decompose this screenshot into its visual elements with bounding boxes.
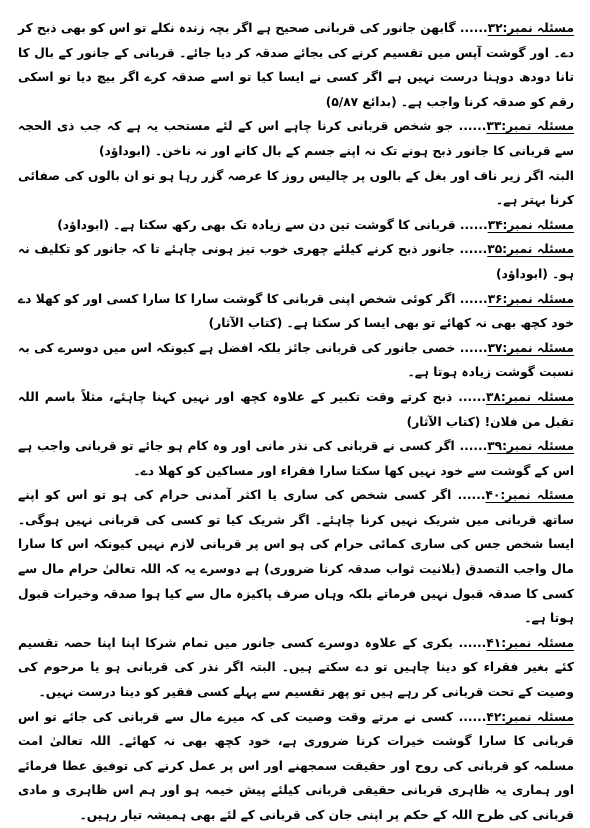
note-paragraph (18, 164, 574, 213)
masala-text: جانور ذبح کرنے کیلئے چھری خوب تیز ہونی چاہئے تا کہ جانور کو تکلیف نہ ہو۔ (ابوداؤد) (18, 242, 574, 281)
masala-text: خصی جانور کی قربانی جائز بلکہ افضل ہے کیونکہ اس میں دوسرے کی بہ نسبت گوشت زیادہ ہوتا ہے۔ (18, 340, 574, 380)
leader-dots: ...... (459, 21, 488, 35)
masala-text: ذبح کرتے وقت تکبیر کے علاوہ کچھ اور نہیں کہنا چاہئے، مثلاً باسم اللہ تقبل من فلان! (کتاب الآثار) (18, 389, 574, 429)
leader-dots: ...... (459, 291, 488, 306)
masala-label: مسئلہ نمبر:۳۹ (487, 439, 575, 454)
masala-label: مسئلہ نمبر:۳۶ (487, 291, 574, 306)
leader-dots: ...... (459, 439, 488, 454)
masala-40 (18, 483, 574, 631)
masala-text: کسی نے مرتے وقت وصیت کی کہ میرے مال سے قربانی کی جائے تو اس قربانی کا سارا گوشت خیرات کرنا ضروری ہے، خود کچھ بھی نہ کھائے۔ اللہ تعالیٰ امت مسلمہ کو قربانی کی روح اور حقیقت سمجھنے اور اس پر عمل کرنے کی توفیق عطا فرمائے اور ہماری یہ ظاہری قربانی حقیقی قربانی کیلئے پیش خیمہ ہو اور ہم اس ظاہری و مادی قربانی کی طرح اللہ کے حکم پر اپنی جان کی قربانی کے لئے بھی ہمیشہ تیار رہیں۔ (18, 709, 574, 822)
leader-dots: ...... (458, 709, 487, 724)
masala-34 (18, 213, 574, 238)
masala-label: مسئلہ نمبر:۳۵ (487, 242, 575, 257)
masala-text: اگر کسی نے قربانی کی نذر مانی اور وہ کام ہو جائے تو قربانی واجب ہے اس کے گوشت سے خود نہیں کھا سکتا سارا فقراء اور مساکین کو کھلا دے۔ (18, 439, 574, 478)
masala-text: بکری کے علاوہ دوسرے کسی جانور میں تمام شرکا اپنا اپنا حصہ تقسیم کئے بغیر فقراء کو دینا چاہیں تو دے سکتے ہیں۔ البتہ اگر نذر کی قربانی ہو یا مرحوم کی وصیت کے تحت قربانی کر رہے ہیں تو پھر تقسیم سے پہلے کسی فقیر کو دینا درست نہیں۔ (18, 635, 574, 700)
masala-label: مسئلہ نمبر:۴۲ (486, 709, 574, 724)
masala-42 (18, 705, 574, 828)
leader-dots: ...... (457, 488, 486, 503)
masala-41 (18, 631, 574, 705)
masala-text: گابھن جانور کی قربانی صحیح ہے اگر بچہ زندہ نکلے تو اس کو بھی ذبح کر دے۔ اور گوشت آپس میں تقسیم کرنے کی بجائے صدقہ کر دیا جائے۔ قربانی کے جانور کے بال کا تانا دودھ دوہنا درست نہیں ہے اگر کسی نے ایسا کیا تو اسے صدقہ کرے اگر بیچ دیا تو اسکی رقم کو صدقہ کرنا واجب ہے۔ (بدائع ۵/۸۷) (18, 21, 574, 109)
leader-dots: ...... (458, 119, 487, 134)
masala-text: قربانی کا گوشت تین دن سے زیادہ تک بھی رکھ سکتا ہے۔ (ابوداؤد) (57, 217, 456, 232)
leader-dots: ...... (459, 242, 488, 257)
masala-33 (18, 114, 574, 163)
masala-label: مسئلہ نمبر:۳۷ (487, 340, 574, 355)
masala-text: اگر کسی شخص کی ساری یا اکثر آمدنی حرام کی ہو تو اس کو اپنے ساتھ قربانی میں شریک نہیں کرنا چاہئے۔ اگر شریک کیا تو کسی کی قربانی نہیں ہوگی۔ ایسا شخص جس کی ساری کمائی حرام کی ہو اس پر قربانی لازم نہیں کیونکہ اس کا سارا مال واجب التصدق (بلانیت ثواب صدقہ کرنا ضروری) ہے دوسرے یہ کہ اللہ تعالیٰ حرام مال سے کسی کا صدقہ قبول نہیں فرماتے بلکہ وہاں صرف پاکیزہ مال سے کیا ہوا صدقہ وخیرات قبول ہوتا ہے۔ (18, 488, 574, 626)
masala-label: مسئلہ نمبر:۳۳ (486, 119, 574, 134)
masala-label: مسئلہ نمبر:۳۲ (487, 21, 574, 35)
masala-39 (18, 434, 574, 483)
note-text: البتہ اگر زیر ناف اور بغل کے بالوں پر چالیس روز کا عرصہ گزر رہا ہو تو ان بالوں کی صفائی کرنا بہتر ہے۔ (18, 168, 574, 208)
masala-38 (18, 385, 574, 434)
masala-text: جو شخص قربانی کرنا چاہے اس کے لئے مستحب یہ ہے کہ جب ذی الحجہ سے قربانی کا جانور ذبح ہونے تک نہ اپنے جسم کے بال کانے اور نہ ناخن۔ (ابوداؤد) (18, 119, 574, 158)
masala-label: مسئلہ نمبر:۳۸ (485, 389, 574, 404)
leader-dots: ...... (458, 635, 487, 650)
masala-label: مسئلہ نمبر:۴۰ (485, 488, 574, 503)
leader-dots: ...... (459, 217, 488, 232)
masala-text: اگر کوئی شخص اپنی قربانی کا گوشت سارا کا سارا کسی اور کو کھلا دے خود کچھ بھی نہ کھائے تو بھی ایسا کر سکتا ہے۔ (کتاب الآثار) (18, 291, 574, 331)
leader-dots: ...... (458, 389, 486, 404)
masala-37 (18, 336, 574, 385)
masala-35 (18, 237, 574, 286)
masala-label: مسئلہ نمبر:۴۱ (486, 635, 575, 650)
masala-36 (18, 287, 574, 336)
masala-32 (18, 16, 574, 114)
leader-dots: ...... (459, 340, 488, 355)
masala-label: مسئلہ نمبر:۳۴ (487, 217, 574, 232)
